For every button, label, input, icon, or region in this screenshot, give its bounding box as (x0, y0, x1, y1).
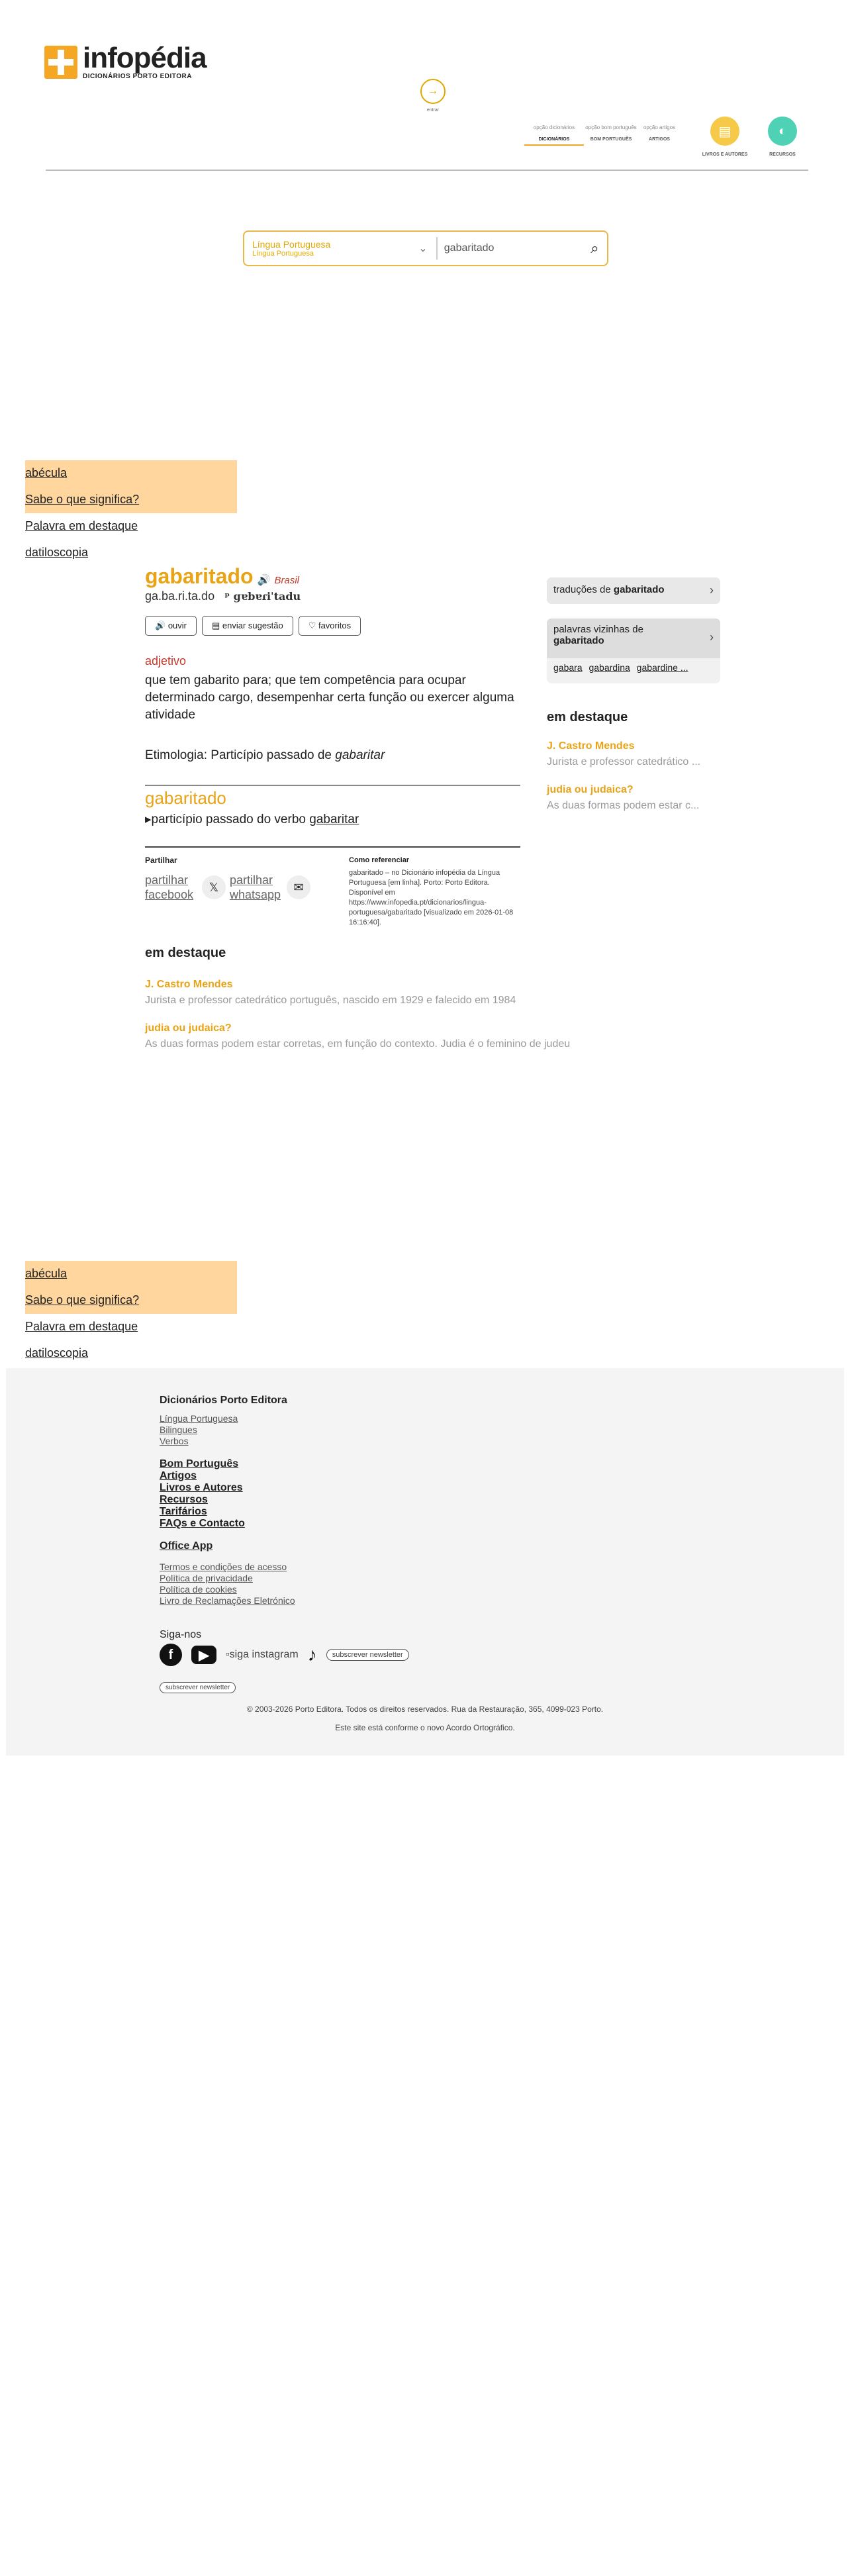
youtube-icon[interactable]: ▶ (191, 1646, 216, 1664)
side-links-top (25, 460, 237, 566)
x-share-icon[interactable]: 𝕏 (202, 875, 226, 899)
side-link-datiloscopia[interactable]: datiloscopia (25, 546, 89, 559)
neighbor-link[interactable]: gabardina (589, 662, 630, 673)
nav-label: LIVROS E AUTORES (702, 152, 748, 157)
entry-variant: Brasil (274, 575, 300, 586)
part-of-speech: adjetivo (145, 654, 187, 668)
side-links-bottom (25, 1261, 237, 1367)
footer-link[interactable]: Artigos (160, 1470, 197, 1481)
social-links (160, 1644, 409, 1666)
language-select[interactable] (244, 239, 418, 258)
footer-link[interactable]: Língua Portuguesa (160, 1413, 238, 1424)
tiktok-icon[interactable]: ♪ (307, 1644, 317, 1665)
etymology: Etimologia: Particípio passado de gabaritar (145, 748, 385, 762)
header-divider (46, 170, 808, 171)
side-link-abecula[interactable]: abécula (25, 1261, 237, 1287)
language-label: Língua Portuguesa (252, 239, 331, 250)
featured-item-desc[interactable]: As duas formas podem estar corretas, em função do contexto. Judia é o feminino de judeu (145, 1038, 571, 1050)
ipa-transcription: ᵖ gɐbɐɾiˈtadu (224, 590, 301, 603)
entry-divider (145, 785, 520, 786)
login-icon: → (420, 79, 446, 104)
logo-subtitle: DICIONÁRIOS PORTO EDITORA (83, 73, 192, 80)
dicionarios-icon: opção dicionários (533, 124, 575, 130)
footer-link[interactable]: Bom Português (160, 1458, 239, 1469)
definition: que tem gabarito para; que tem competência para ocupar determinado cargo, desempenhar certa função ou exercer alguma atividade (145, 673, 514, 722)
search-bar (243, 230, 608, 266)
translations-box[interactable]: traduções de gabaritado › (547, 577, 720, 604)
side-link-palavra-destaque[interactable]: Palavra em destaque (25, 519, 138, 532)
books-icon: ▤ (710, 117, 739, 146)
right-featured-desc[interactable]: Jurista e professor catedrático ... (547, 756, 701, 768)
featured-item-title[interactable]: J. Castro Mendes (145, 979, 233, 990)
listen-button[interactable]: 🔊 ouvir (145, 616, 197, 636)
site-logo[interactable] (44, 44, 207, 80)
footer-heading: Dicionários Porto Editora (160, 1395, 287, 1406)
search-divider (436, 237, 438, 260)
side-link-sabe-significa[interactable]: Sabe o que significa? (25, 1287, 237, 1314)
neighbors-box (547, 619, 720, 683)
right-featured-title[interactable]: judia ou judaica? (547, 784, 634, 795)
nav-recursos[interactable] (755, 117, 810, 157)
logo-title: infopédia (83, 42, 207, 74)
side-link-palavra-destaque[interactable]: Palavra em destaque (25, 1320, 138, 1333)
translations-word: gabaritado (613, 584, 665, 595)
featured-item-desc[interactable]: Jurista e professor catedrático português, nascido em 1929 e falecido em 1984 (145, 995, 516, 1006)
heart-icon: ♡ (308, 620, 318, 630)
etymology-word: gabaritar (335, 748, 385, 762)
side-link-abecula[interactable]: abécula (25, 460, 237, 487)
login-label: entrar (426, 108, 440, 113)
footer-legal-links (160, 1561, 295, 1607)
footer-app-link[interactable]: Office App (160, 1540, 213, 1552)
search-input[interactable] (443, 242, 583, 255)
neighbor-link[interactable]: gabara (553, 662, 583, 673)
chevron-down-icon[interactable]: ⌄ (418, 243, 428, 254)
footer-link[interactable]: FAQs e Contacto (160, 1518, 245, 1529)
neighbors-word: gabaritado (553, 635, 604, 646)
footer-link[interactable]: Livros e Autores (160, 1482, 243, 1493)
share-label: Partilhar (145, 856, 177, 865)
whatsapp-share[interactable]: partilhar whatsapp (230, 873, 281, 901)
footer-link[interactable]: Política de cookies (160, 1584, 237, 1595)
nav-label: BOM PORTUGUÊS (590, 137, 632, 142)
right-featured-heading: em destaque (547, 710, 628, 724)
syllables: ga.ba.ri.ta.do (145, 589, 215, 603)
citation (349, 856, 524, 928)
right-featured-desc[interactable]: As duas formas podem estar c... (547, 800, 700, 811)
footer-link[interactable]: Política de privacidade (160, 1573, 253, 1583)
follow-label: Siga-nos (160, 1629, 202, 1640)
footer-link[interactable]: Verbos (160, 1436, 189, 1446)
chevron-right-icon: › (710, 583, 714, 597)
entry-syllabification (145, 589, 301, 603)
entry-word: gabaritado (145, 564, 254, 588)
entry2-definition: ▸particípio passado do verbo gabaritar (145, 813, 359, 826)
email-share-icon[interactable]: ✉ (287, 875, 310, 899)
share-divider (145, 846, 520, 848)
footer-link[interactable]: Bilingues (160, 1424, 197, 1435)
citation-title: Como referenciar (349, 856, 410, 864)
copyright: © 2003-2026 Porto Editora. Todos os direitos reservados. Rua da Restauração, 365, 4099-023 Porto. (246, 1705, 604, 1714)
nav-bom-portugues[interactable] (581, 124, 641, 142)
neighbor-link[interactable]: gabardine ... (636, 662, 688, 673)
nav-label: RECURSOS (769, 152, 796, 157)
footer-link[interactable]: Tarifários (160, 1506, 207, 1517)
favorites-button[interactable]: ♡ favoritos (299, 616, 361, 636)
share-buttons (145, 873, 310, 902)
ipa-text: gɐbɐɾiˈtadu (233, 590, 301, 603)
resources-icon: ◐ (768, 117, 797, 146)
artigos-icon: opção artigos (643, 124, 676, 130)
footer-link[interactable]: Livro de Reclamações Eletrónico (160, 1595, 295, 1606)
instagram-link[interactable]: ▫siga instagram (226, 1649, 299, 1660)
nav-livros-autores[interactable] (695, 117, 755, 157)
chevron-right-icon: › (710, 630, 714, 644)
footer-main-links (160, 1458, 245, 1530)
facebook-icon[interactable]: f (160, 1644, 182, 1666)
side-link-sabe-significa[interactable]: Sabe o que significa? (25, 487, 237, 513)
comment-icon: ▤ (212, 620, 222, 630)
side-link-datiloscopia[interactable]: datiloscopia (25, 1346, 89, 1360)
orthographic-note: Este site está conforme o novo Acordo Ortográfico. (335, 1723, 515, 1732)
footer-link[interactable]: Recursos (160, 1494, 208, 1505)
newsletter-button-small[interactable]: subscrever newsletter (160, 1682, 236, 1693)
featured-item-title[interactable]: judia ou judaica? (145, 1022, 232, 1034)
footer-link[interactable]: Termos e condições de acesso (160, 1561, 287, 1572)
entry-heading (145, 564, 299, 589)
facebook-share[interactable]: partilhar facebook (145, 873, 194, 901)
suggest-button[interactable]: ▤ enviar sugestão (202, 616, 293, 636)
bom-portugues-icon: opção bom português (585, 124, 637, 130)
search-icon[interactable]: ⌕ (590, 240, 599, 256)
nav-label: DICIONÁRIOS (524, 137, 584, 146)
verb-link[interactable]: gabaritar (309, 813, 359, 826)
neighbor-words (547, 658, 720, 677)
right-featured-title[interactable]: J. Castro Mendes (547, 740, 635, 752)
featured-heading: em destaque (145, 946, 226, 960)
speaker-icon: 🔊 (155, 620, 168, 630)
entry-actions (145, 616, 361, 636)
logo-cross-icon (44, 46, 77, 79)
footer-dict-links (160, 1413, 238, 1447)
nav-dicionarios[interactable] (524, 124, 584, 146)
nav-label: ARTIGOS (649, 137, 670, 142)
nav-artigos[interactable] (636, 124, 683, 142)
entry2-word: gabaritado (145, 788, 226, 808)
newsletter-button[interactable]: subscrever newsletter (326, 1649, 409, 1661)
citation-text: gabaritado – no Dicionário infopédia da Língua Portuguesa [em linha]. Porto: Porto Editora. Disponível em https://www.infopedia.pt/dicionarios/lingua-portuguesa/gabaritado [visualizado em 2026-01-08 16:16:40]. (349, 869, 514, 926)
login-button[interactable] (420, 79, 446, 113)
speaker-icon[interactable]: 🔊 (257, 575, 271, 586)
neighbors-header[interactable]: palavras vizinhas de gabaritado › (547, 619, 720, 658)
footer (6, 1368, 844, 1756)
language-sublabel: Língua Portuguesa (252, 250, 314, 258)
